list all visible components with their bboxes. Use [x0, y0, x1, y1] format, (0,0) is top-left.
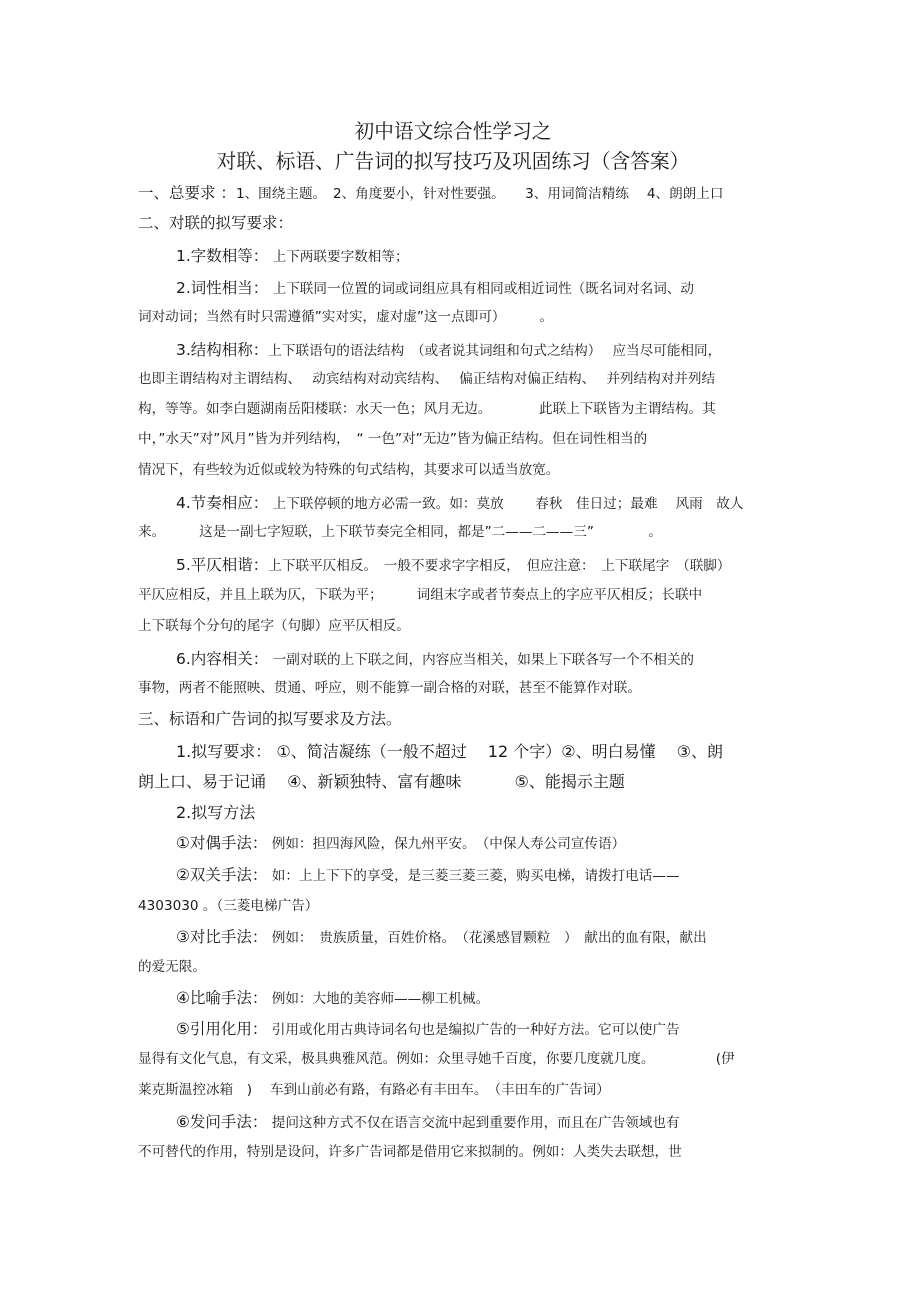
method-5-body: 引用或化用古典诗词名句也是编拟广告的一种好方法。它可以使广告: [267, 1022, 680, 1038]
method-2-line-2: 4303030 。（三菱电梯广告）: [138, 898, 319, 914]
rule-6-heading: 6.内容相关：: [176, 650, 269, 668]
method-4-body: 例如：大地的美容师——柳工机械。: [267, 991, 490, 1007]
method-2: [176, 868, 680, 884]
rule-5-heading: 5.平仄相谐：: [176, 556, 269, 574]
rule-1: [176, 249, 409, 265]
rule-3: [176, 343, 721, 359]
rule-5-line-2: 平仄应相反，并且上联为仄，下联为平； 词组末字或者节奏点上的字应平仄相反；长联中: [138, 587, 703, 603]
requirements-heading: 1.拟写要求：: [176, 742, 272, 761]
method-3-body: 例如： 贵族质量，百姓价格。 （花溪感冒颗粒 ） 献出的血有限，献出: [267, 930, 707, 946]
requirements: [176, 744, 723, 760]
method-5-line-2: 显得有文化气息，有文采，极具典雅风范。例如：众里寻她千百度，你要几度就几度。 (伊: [138, 1051, 735, 1067]
method-3-heading: ③对比手法：: [176, 928, 268, 946]
section-1-line: [138, 186, 723, 202]
rule-1-body: 上下两联要字数相等；: [268, 249, 409, 265]
rule-3-body: 上下联语句的语法结构 （或者说其词组和句式之结构） 应当尽可能相同，: [268, 343, 722, 359]
requirements-line-2: 朗上口、易于记诵 ④、新颖独特、富有趣味 ⑤、能揭示主题: [138, 772, 625, 791]
method-1-body: 例如：担四海风险，保九州平安。 （中保人寿公司宣传语）: [267, 836, 626, 852]
section-2-heading: 二、对联的拟写要求：: [138, 214, 294, 232]
section-3-heading: 三、标语和广告词的拟写要求及方法。: [138, 710, 402, 728]
method-6-body: 提问这种方式不仅在语言交流中起到重要作用，而且在广告领域也有: [267, 1115, 680, 1131]
rule-3-line-2: 也即主谓结构对主谓结构、 动宾结构对动宾结构、 偏正结构对偏正结构、 并列结构对并列结: [138, 371, 716, 387]
rule-2-line-2: 词对动词；当然有时只需遵循”实对实，虚对虚”这一点即可） 。: [138, 309, 554, 325]
section-1-body: 1、围绕主题。 2、角度要小，针对性要强。 3、用词简洁精练 4、朗朗上口: [235, 186, 724, 202]
rule-4-line-2: 来。 这是一副七字短联，上下联节奏完全相同，都是”二——二——三” 。: [138, 524, 662, 540]
rule-4-heading: 4.节奏相应：: [176, 494, 269, 512]
rule-5-line-3: 上下联每个分句的尾字（句脚）应平仄相反。: [138, 618, 410, 634]
title-line-2: 对联、标语、广告词的拟写技巧及巩固练习（含答案）: [216, 149, 690, 173]
rule-2-body: 上下联同一位置的词或词组应具有相同或相近词性（既名词对名词、动: [268, 281, 695, 297]
rule-3-heading: 3.结构相称：: [176, 341, 269, 359]
rule-3-line-3: 构，等等。如李白题湖南岳阳楼联：水天一色；风月无边。 此联上下联皆为主谓结构。其: [138, 401, 716, 417]
rule-6-line-2: 事物，两者不能照映、贯通、呼应，则不能算一副合格的对联，甚至不能算作对联。: [138, 680, 641, 696]
rule-1-heading: 1.字数相等：: [176, 247, 269, 265]
requirements-body: ①、简洁凝练（一般不超过 12 个字）②、明白易懂 ③、朗: [271, 742, 724, 761]
method-6: [176, 1115, 680, 1131]
method-4-heading: ④比喻手法：: [176, 989, 268, 1007]
method-1-heading: ①对偶手法：: [176, 834, 268, 852]
method-2-heading: ②双关手法：: [176, 866, 268, 884]
method-5: [176, 1022, 680, 1038]
method-6-heading: ⑥发问手法：: [176, 1113, 268, 1131]
rule-4: [176, 496, 743, 512]
section-1-heading: 一、总要求 ：: [138, 184, 236, 202]
method-3: [176, 930, 707, 946]
method-1: [176, 836, 625, 852]
title-line-1: 初中语文综合性学习之: [354, 119, 552, 143]
rule-6: [176, 652, 694, 668]
method-3-line-2: 的爱无限。: [138, 959, 206, 975]
method-5-line-3: 莱克斯温控冰箱 ) 车到山前必有路，有路必有丰田车。 （丰田车的广告词）: [138, 1082, 610, 1098]
rule-2: [176, 281, 694, 297]
method-6-line-2: 不可替代的作用，特别是设问，许多广告词都是借用它来拟制的。例如：人类失去联想，世: [138, 1144, 682, 1160]
rule-4-body: 上下联停顿的地方必需一致。如：莫放 春秋 佳日过；最难 风雨 故人: [268, 496, 744, 512]
method-2-body: 如：上上下下的享受，是三菱三菱三菱，购买电梯，请拨打电话——: [267, 868, 680, 884]
rule-5-body: 上下联平仄相反。 一般不要求字字相反， 但应注意： 上下联尾字 （联脚）: [268, 558, 731, 574]
rule-5: [176, 558, 730, 574]
method-4: [176, 991, 489, 1007]
rule-2-heading: 2.词性相当：: [176, 279, 269, 297]
methods-heading: 2.拟写方法: [176, 803, 256, 822]
rule-6-body: 一副对联的上下联之间，内容应当相关，如果上下联各写一个不相关的: [268, 652, 695, 668]
rule-3-line-4: 中，”水天”对”风月”皆为并列结构， “ 一色”对”无边”皆为偏正结构。但在词性相当的: [138, 431, 648, 447]
method-5-heading: ⑤引用化用：: [176, 1020, 268, 1038]
rule-3-line-5: 情况下，有些较为近似或较为特殊的句式结构，其要求可以适当放宽。: [138, 462, 560, 478]
